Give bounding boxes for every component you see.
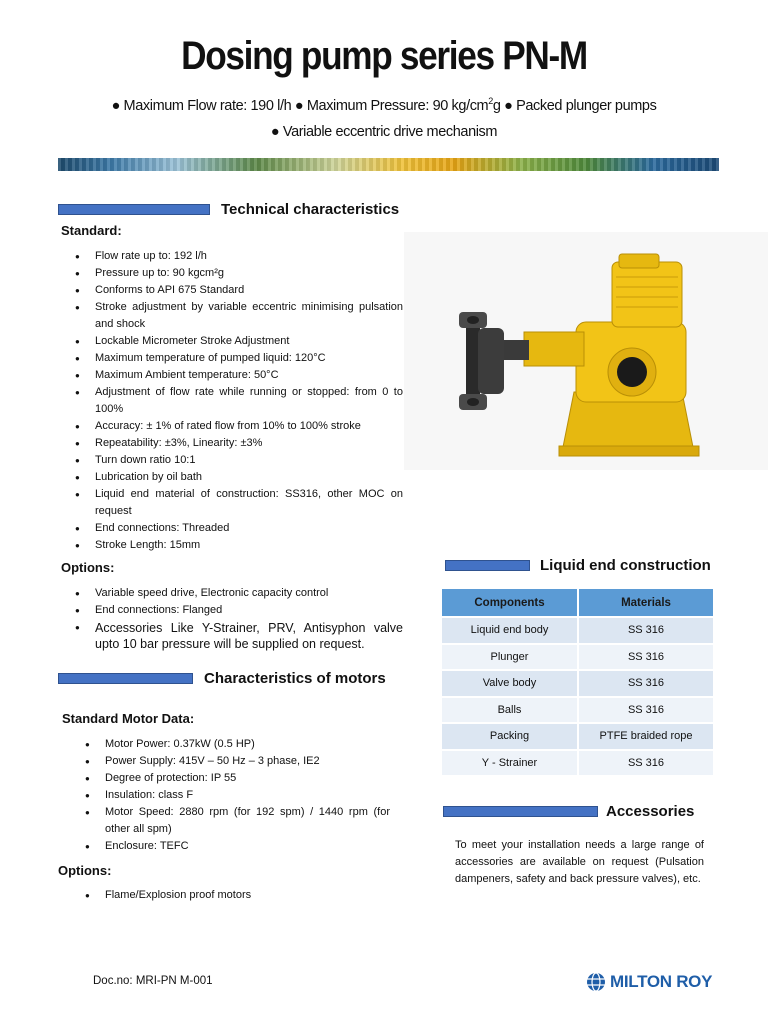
table-row — [442, 724, 713, 749]
document-number: Doc.no: MRI-PN M-001 — [93, 975, 213, 987]
key-specs-text: ● Maximum Flow rate: 190 l/h ● Maximum Pressure: 90 kg/cm — [111, 97, 489, 114]
page-title: Dosing pump series PN-M — [181, 34, 587, 78]
milton-roy-logo — [586, 972, 712, 992]
component-cell: Valve body — [442, 671, 577, 696]
list-item: ● Lockable Micrometer Stroke Adjustment — [95, 333, 403, 350]
section-bar — [445, 560, 530, 571]
list-item: ● Maximum Ambient temperature: 50°C — [95, 367, 403, 384]
section-bar — [58, 673, 193, 684]
list-item: ● Turn down ratio 10:1 — [95, 452, 403, 469]
technical-standard-list — [95, 248, 403, 554]
list-item: ● Stroke Length: 15mm — [95, 537, 403, 554]
list-item: ● Degree of protection: IP 55 — [105, 770, 390, 787]
pump-image — [404, 232, 768, 470]
liquid-end-heading: Liquid end construction — [540, 557, 711, 574]
list-item: ● Flow rate up to: 192 l/h — [95, 248, 403, 265]
list-item: ● Insulation: class F — [105, 787, 390, 804]
technical-options-list — [95, 585, 403, 652]
key-specs-line-2: ● Variable eccentric drive mechanism — [270, 124, 498, 140]
options-label: Options: — [61, 560, 115, 575]
list-item: ● Enclosure: TEFC — [105, 838, 390, 855]
component-cell: Liquid end body — [442, 618, 577, 643]
motor-data-label: Standard Motor Data: — [62, 711, 195, 726]
list-item: ● Variable speed drive, Electronic capacity control — [95, 585, 403, 602]
list-item: ● Pressure up to: 90 kgcm²g — [95, 265, 403, 282]
technical-heading: Technical characteristics — [221, 201, 400, 218]
list-item: ● Repeatability: ±3%, Linearity: ±3% — [95, 435, 403, 452]
component-cell: Plunger — [442, 645, 577, 670]
motor-options-label: Options: — [58, 863, 112, 878]
table-row — [442, 751, 713, 776]
material-cell: SS 316 — [577, 751, 713, 776]
list-item: ● Stroke adjustment by variable eccentric minimising pulsation and shock — [95, 299, 403, 333]
motor-options-list — [105, 887, 390, 904]
section-bar — [443, 806, 598, 817]
milton-roy-globe-icon — [586, 972, 606, 992]
list-item: ● Adjustment of flow rate while running or stopped: from 0 to 100% — [95, 384, 403, 418]
component-cell: Packing — [442, 724, 577, 749]
logo-text: MILTON ROY — [610, 972, 713, 991]
list-item: ● Conforms to API 675 Standard — [95, 282, 403, 299]
component-cell: Y - Strainer — [442, 751, 577, 776]
list-item: ● Motor Speed: 2880 rpm (for 192 spm) / 1440 rpm (for other all spm) — [105, 804, 390, 838]
motor-data-list — [105, 736, 390, 855]
list-item: ● Lubrication by oil bath — [95, 469, 403, 486]
column-header-components: Components — [442, 589, 577, 616]
material-cell: SS 316 — [577, 645, 713, 670]
list-item: ● Maximum temperature of pumped liquid: 120°C — [95, 350, 403, 367]
list-item: ● Flame/Explosion proof motors — [105, 887, 390, 904]
decorative-banner — [58, 158, 719, 171]
standard-label: Standard: — [61, 223, 122, 238]
list-item: ● Liquid end material of construction: SS316, other MOC on request — [95, 486, 403, 520]
liquid-end-table — [442, 587, 713, 777]
accessories-text: To meet your installation needs a large range of accessories are available on request (Pulsation dampeners, safety and back pressure valves), etc. — [455, 839, 704, 885]
dosing-pump-illustration — [404, 232, 768, 470]
key-specs-superscript: 2 — [488, 96, 493, 106]
key-specs-text-end: g ● Packed plunger pumps — [492, 97, 657, 114]
accessories-heading: Accessories — [606, 803, 695, 820]
component-cell: Balls — [442, 698, 577, 723]
list-item: ● Accessories Like Y-Strainer, PRV, Antisyphon valve upto 10 bar pressure will be supplied on request. — [95, 620, 403, 652]
table-header-row — [442, 589, 713, 616]
key-specs-line — [0, 96, 768, 114]
list-item: ● End connections: Threaded — [95, 520, 403, 537]
material-cell: SS 316 — [577, 618, 713, 643]
table-row — [442, 671, 713, 696]
list-item: ● End connections: Flanged — [95, 602, 403, 619]
list-item: ● Accuracy: ± 1% of rated flow from 10% to 100% stroke — [95, 418, 403, 435]
column-header-materials: Materials — [577, 589, 713, 616]
list-item: ● Power Supply: 415V – 50 Hz – 3 phase, IE2 — [105, 753, 390, 770]
section-bar — [58, 204, 210, 215]
material-cell: SS 316 — [577, 671, 713, 696]
table-row — [442, 698, 713, 723]
table-row — [442, 618, 713, 643]
material-cell: PTFE braided rope — [577, 724, 713, 749]
list-item: ● Motor Power: 0.37kW (0.5 HP) — [105, 736, 390, 753]
motors-heading: Characteristics of motors — [204, 670, 386, 687]
table-row — [442, 645, 713, 670]
material-cell: SS 316 — [577, 698, 713, 723]
